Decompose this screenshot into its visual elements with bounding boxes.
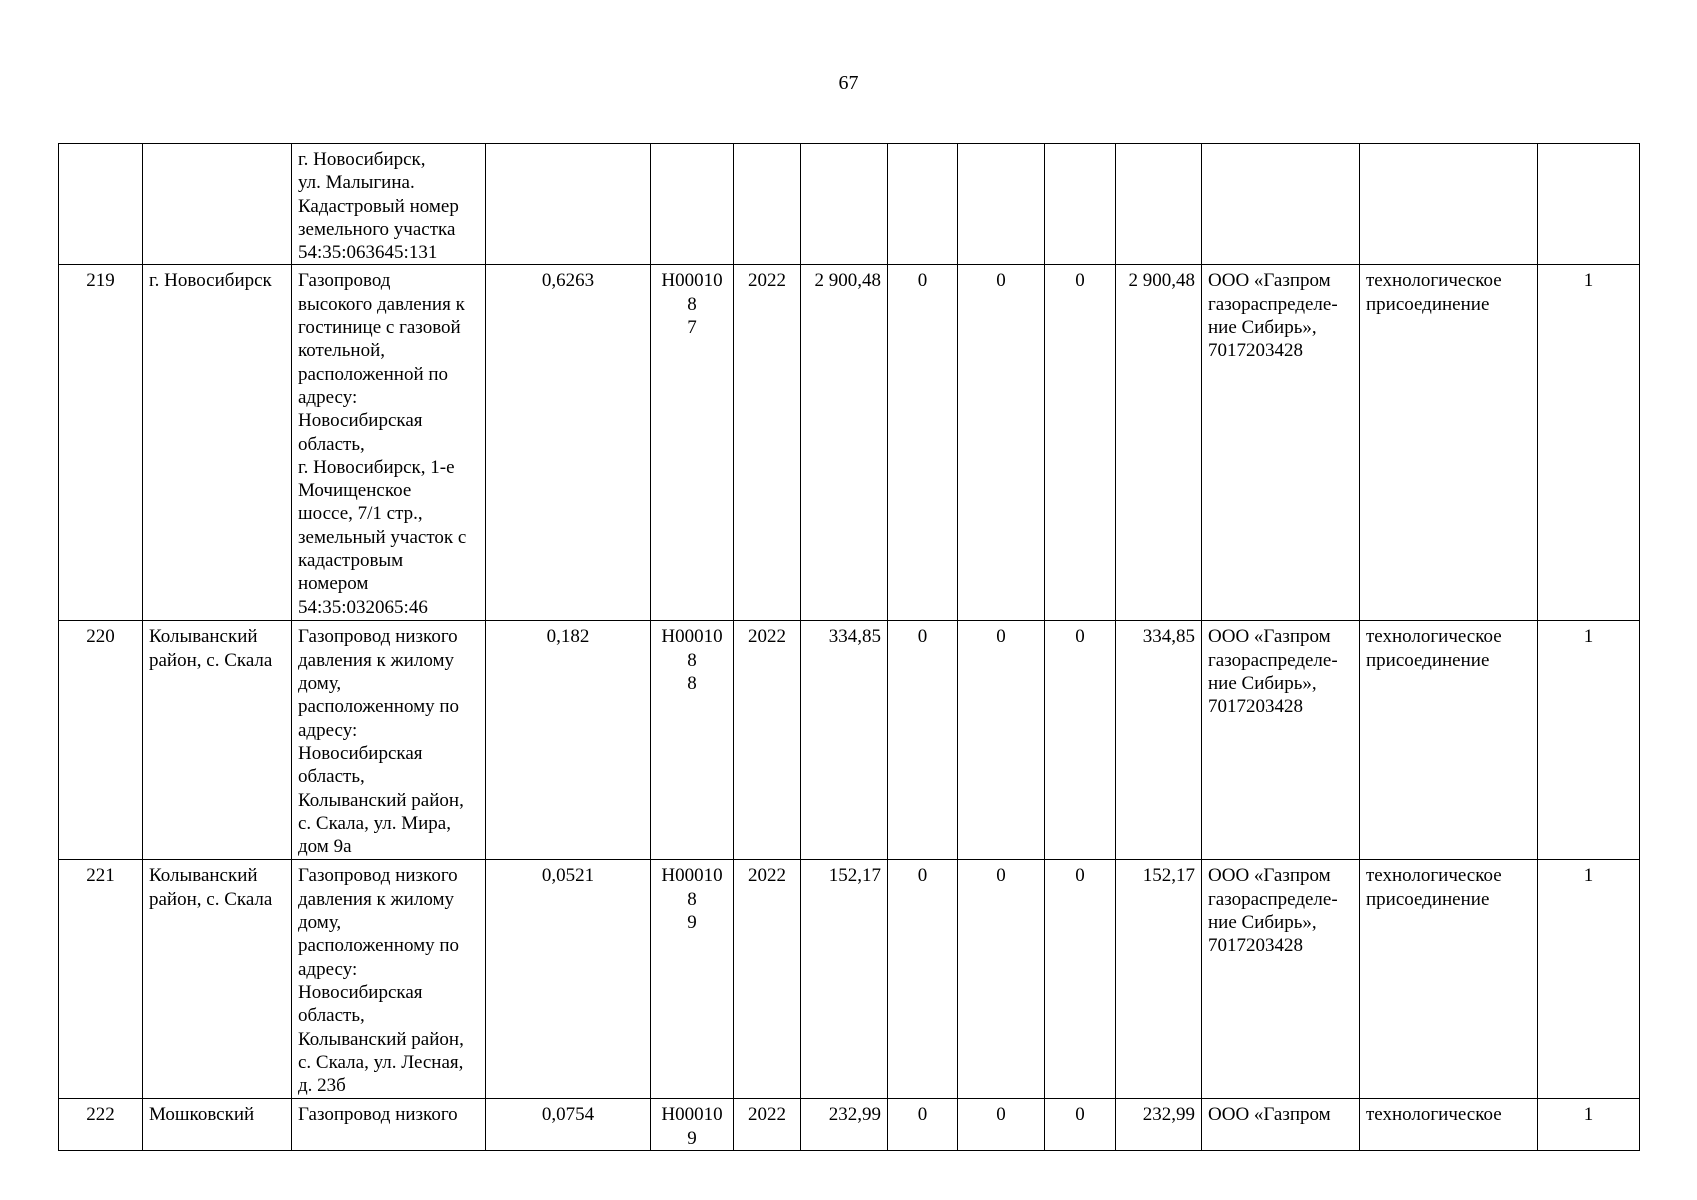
organization-cell: ООО «Газпром газораспределе- ние Сибирь», 7017203428 — [1202, 265, 1360, 621]
row-number-cell: 219 — [59, 265, 143, 621]
row-number-cell: 222 — [59, 1099, 143, 1151]
last-column-cell: 1 — [1538, 1099, 1640, 1151]
row-number-cell: 220 — [59, 621, 143, 860]
last-column-cell — [1538, 144, 1640, 265]
location-cell: Мошковский — [143, 1099, 292, 1151]
source-type-cell — [1360, 144, 1538, 265]
organization-cell: ООО «Газпром газораспределе- ние Сибирь», 7017203428 — [1202, 860, 1360, 1099]
last-column-cell: 1 — [1538, 621, 1640, 860]
location-cell: г. Новосибирск — [143, 265, 292, 621]
cost-cell-2: 0 — [958, 621, 1045, 860]
object-code-cell: Н000108 8 — [651, 621, 734, 860]
year-cell: 2022 — [734, 860, 801, 1099]
location-cell: Колыванский район, с. Скала — [143, 860, 292, 1099]
row-number-cell: 221 — [59, 860, 143, 1099]
location-cell — [143, 144, 292, 265]
total-cost-cell-2: 152,17 — [1116, 860, 1202, 1099]
table-row — [59, 621, 1640, 860]
length-cell: 0,6263 — [486, 265, 651, 621]
cost-cell-3: 0 — [1045, 860, 1116, 1099]
cost-cell-2 — [958, 144, 1045, 265]
row-number-cell — [59, 144, 143, 265]
source-type-cell: технологическое присоединение — [1360, 860, 1538, 1099]
location-cell: Колыванский район, с. Скала — [143, 621, 292, 860]
organization-cell — [1202, 144, 1360, 265]
total-cost-cell-2: 232,99 — [1116, 1099, 1202, 1151]
cost-cell-1 — [888, 144, 958, 265]
cost-cell-3: 0 — [1045, 621, 1116, 860]
year-cell: 2022 — [734, 1099, 801, 1151]
length-cell: 0,182 — [486, 621, 651, 860]
year-cell: 2022 — [734, 265, 801, 621]
length-cell: 0,0521 — [486, 860, 651, 1099]
object-description-cell: Газопровод низкого давления к жилому дому, расположенному по адресу: Новосибирская область, Колыванский район, с. Скала, ул. Лесная, д. 23б — [292, 860, 486, 1099]
table-row — [59, 265, 1640, 621]
total-cost-cell-2 — [1116, 144, 1202, 265]
last-column-cell: 1 — [1538, 860, 1640, 1099]
total-cost-cell-2: 2 900,48 — [1116, 265, 1202, 621]
object-code-cell — [651, 144, 734, 265]
total-cost-cell: 334,85 — [801, 621, 888, 860]
object-description-cell: Газопровод низкого — [292, 1099, 486, 1151]
cost-cell-2: 0 — [958, 265, 1045, 621]
source-type-cell: технологическое присоединение — [1360, 265, 1538, 621]
object-code-cell: Н000108 9 — [651, 860, 734, 1099]
object-description-cell: Газопровод низкого давления к жилому дому, расположенному по адресу: Новосибирская область, Колыванский район, с. Скала, ул. Мира, дом 9а — [292, 621, 486, 860]
last-column-cell: 1 — [1538, 265, 1640, 621]
cost-cell-2: 0 — [958, 860, 1045, 1099]
table-row — [59, 144, 1640, 265]
object-description-cell: Газопровод высокого давления к гостинице с газовой котельной, расположенной по адресу: Новосибирская область, г. Новосибирск, 1-е Мочищенское шоссе, 7/1 стр., земельный участок с кадастровым номером 54:35:032065:46 — [292, 265, 486, 621]
cost-cell-2: 0 — [958, 1099, 1045, 1151]
registry-table — [58, 143, 1640, 1151]
year-cell — [734, 144, 801, 265]
object-code-cell: Н000108 7 — [651, 265, 734, 621]
organization-cell: ООО «Газпром газораспределе- ние Сибирь», 7017203428 — [1202, 621, 1360, 860]
total-cost-cell-2: 334,85 — [1116, 621, 1202, 860]
object-code-cell: Н000109 — [651, 1099, 734, 1151]
total-cost-cell — [801, 144, 888, 265]
source-type-cell: технологическое — [1360, 1099, 1538, 1151]
organization-cell: ООО «Газпром — [1202, 1099, 1360, 1151]
year-cell: 2022 — [734, 621, 801, 860]
table-row — [59, 860, 1640, 1099]
table-row — [59, 1099, 1640, 1151]
cost-cell-1: 0 — [888, 621, 958, 860]
length-cell — [486, 144, 651, 265]
total-cost-cell: 232,99 — [801, 1099, 888, 1151]
length-cell: 0,0754 — [486, 1099, 651, 1151]
page-number: 67 — [838, 72, 859, 94]
cost-cell-1: 0 — [888, 265, 958, 621]
cost-cell-1: 0 — [888, 1099, 958, 1151]
total-cost-cell: 2 900,48 — [801, 265, 888, 621]
cost-cell-3: 0 — [1045, 265, 1116, 621]
total-cost-cell: 152,17 — [801, 860, 888, 1099]
source-type-cell: технологическое присоединение — [1360, 621, 1538, 860]
cost-cell-3: 0 — [1045, 1099, 1116, 1151]
cost-cell-1: 0 — [888, 860, 958, 1099]
cost-cell-3 — [1045, 144, 1116, 265]
object-description-cell: г. Новосибирск, ул. Малыгина. Кадастровый номер земельного участка 54:35:063645:131 — [292, 144, 486, 265]
